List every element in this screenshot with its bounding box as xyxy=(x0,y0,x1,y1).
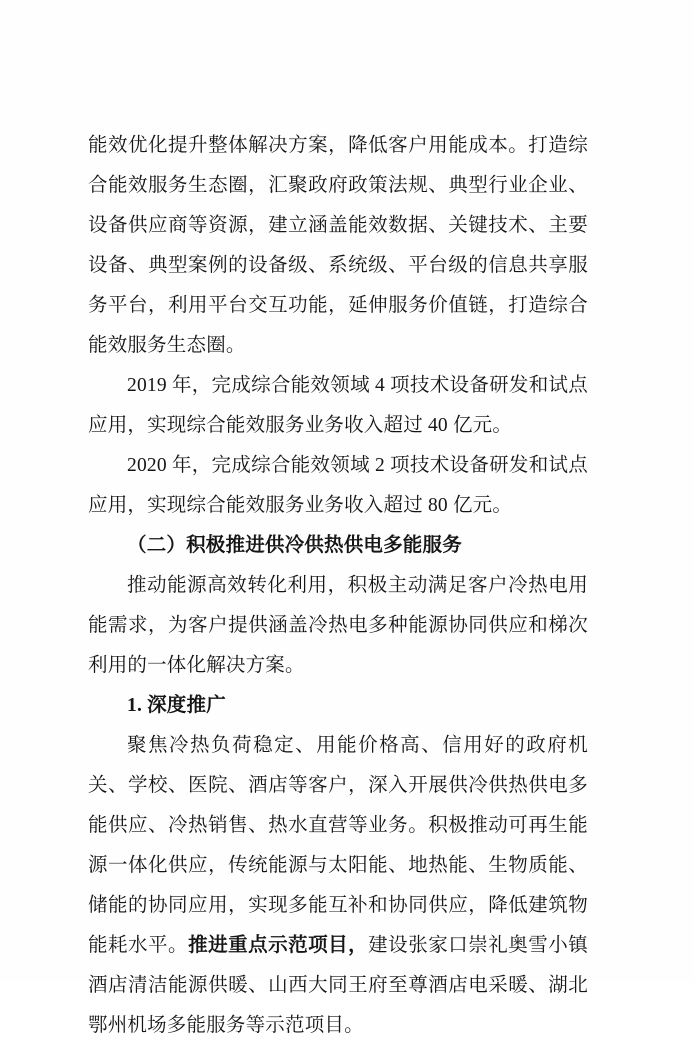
text-segment-normal-1: 聚焦冷热负荷稳定、用能价格高、信用好的政府机关、学校、医院、酒店等客户，深入开展供冷供热供电多能供应、冷热销售、热水直营等业务。积极推动可再生能源一体化供应，传统能源与太阳能、地热能、生物质能、储能的协同应用，实现多能互补和协同供应，降低建筑物能耗水平。 xyxy=(88,735,588,956)
paragraph-2020-target: 2020 年，完成综合能效领域 2 项技术设备研发和试点应用，实现综合能效服务业务收入超过 80 亿元。 xyxy=(88,455,588,516)
paragraph-demonstration-projects xyxy=(88,726,588,1046)
paragraph-continuation: 能效优化提升整体解决方案，降低客户用能成本。打造综合能效服务生态圈，汇聚政府政策法规、典型行业企业、设备供应商等资源，建立涵盖能效数据、关键技术、主要设备、典型案例的设备级、系统级、平台级的信息共享服务平台，利用平台交互功能，延伸服务价值链，打造综合能效服务生态圈。 xyxy=(88,135,588,356)
text-segment-bold-1: 推进重点示范项目， xyxy=(188,935,369,956)
text-segment-normal-2: 建设张家口崇礼奥雪小镇酒店清洁能源供暖、山西大同王府至尊酒店电采暖、湖北鄂州机场多能服务等示范项目。 xyxy=(88,935,588,1036)
paragraph-energy-solution: 推动能源高效转化利用，积极主动满足客户冷热电用能需求，为客户提供涵盖冷热电多种能源协同供应和梯次利用的一体化解决方案。 xyxy=(88,575,588,676)
paragraph-2019-target: 2019 年，完成综合能效领域 4 项技术设备研发和试点应用，实现综合能效服务业务收入超过 40 亿元。 xyxy=(88,375,588,436)
document-body xyxy=(88,126,588,1046)
section-heading-two: （二）积极推进供冷供热供电多能服务 xyxy=(127,535,462,556)
subsection-heading-deep-promotion: 1. 深度推广 xyxy=(127,695,226,716)
